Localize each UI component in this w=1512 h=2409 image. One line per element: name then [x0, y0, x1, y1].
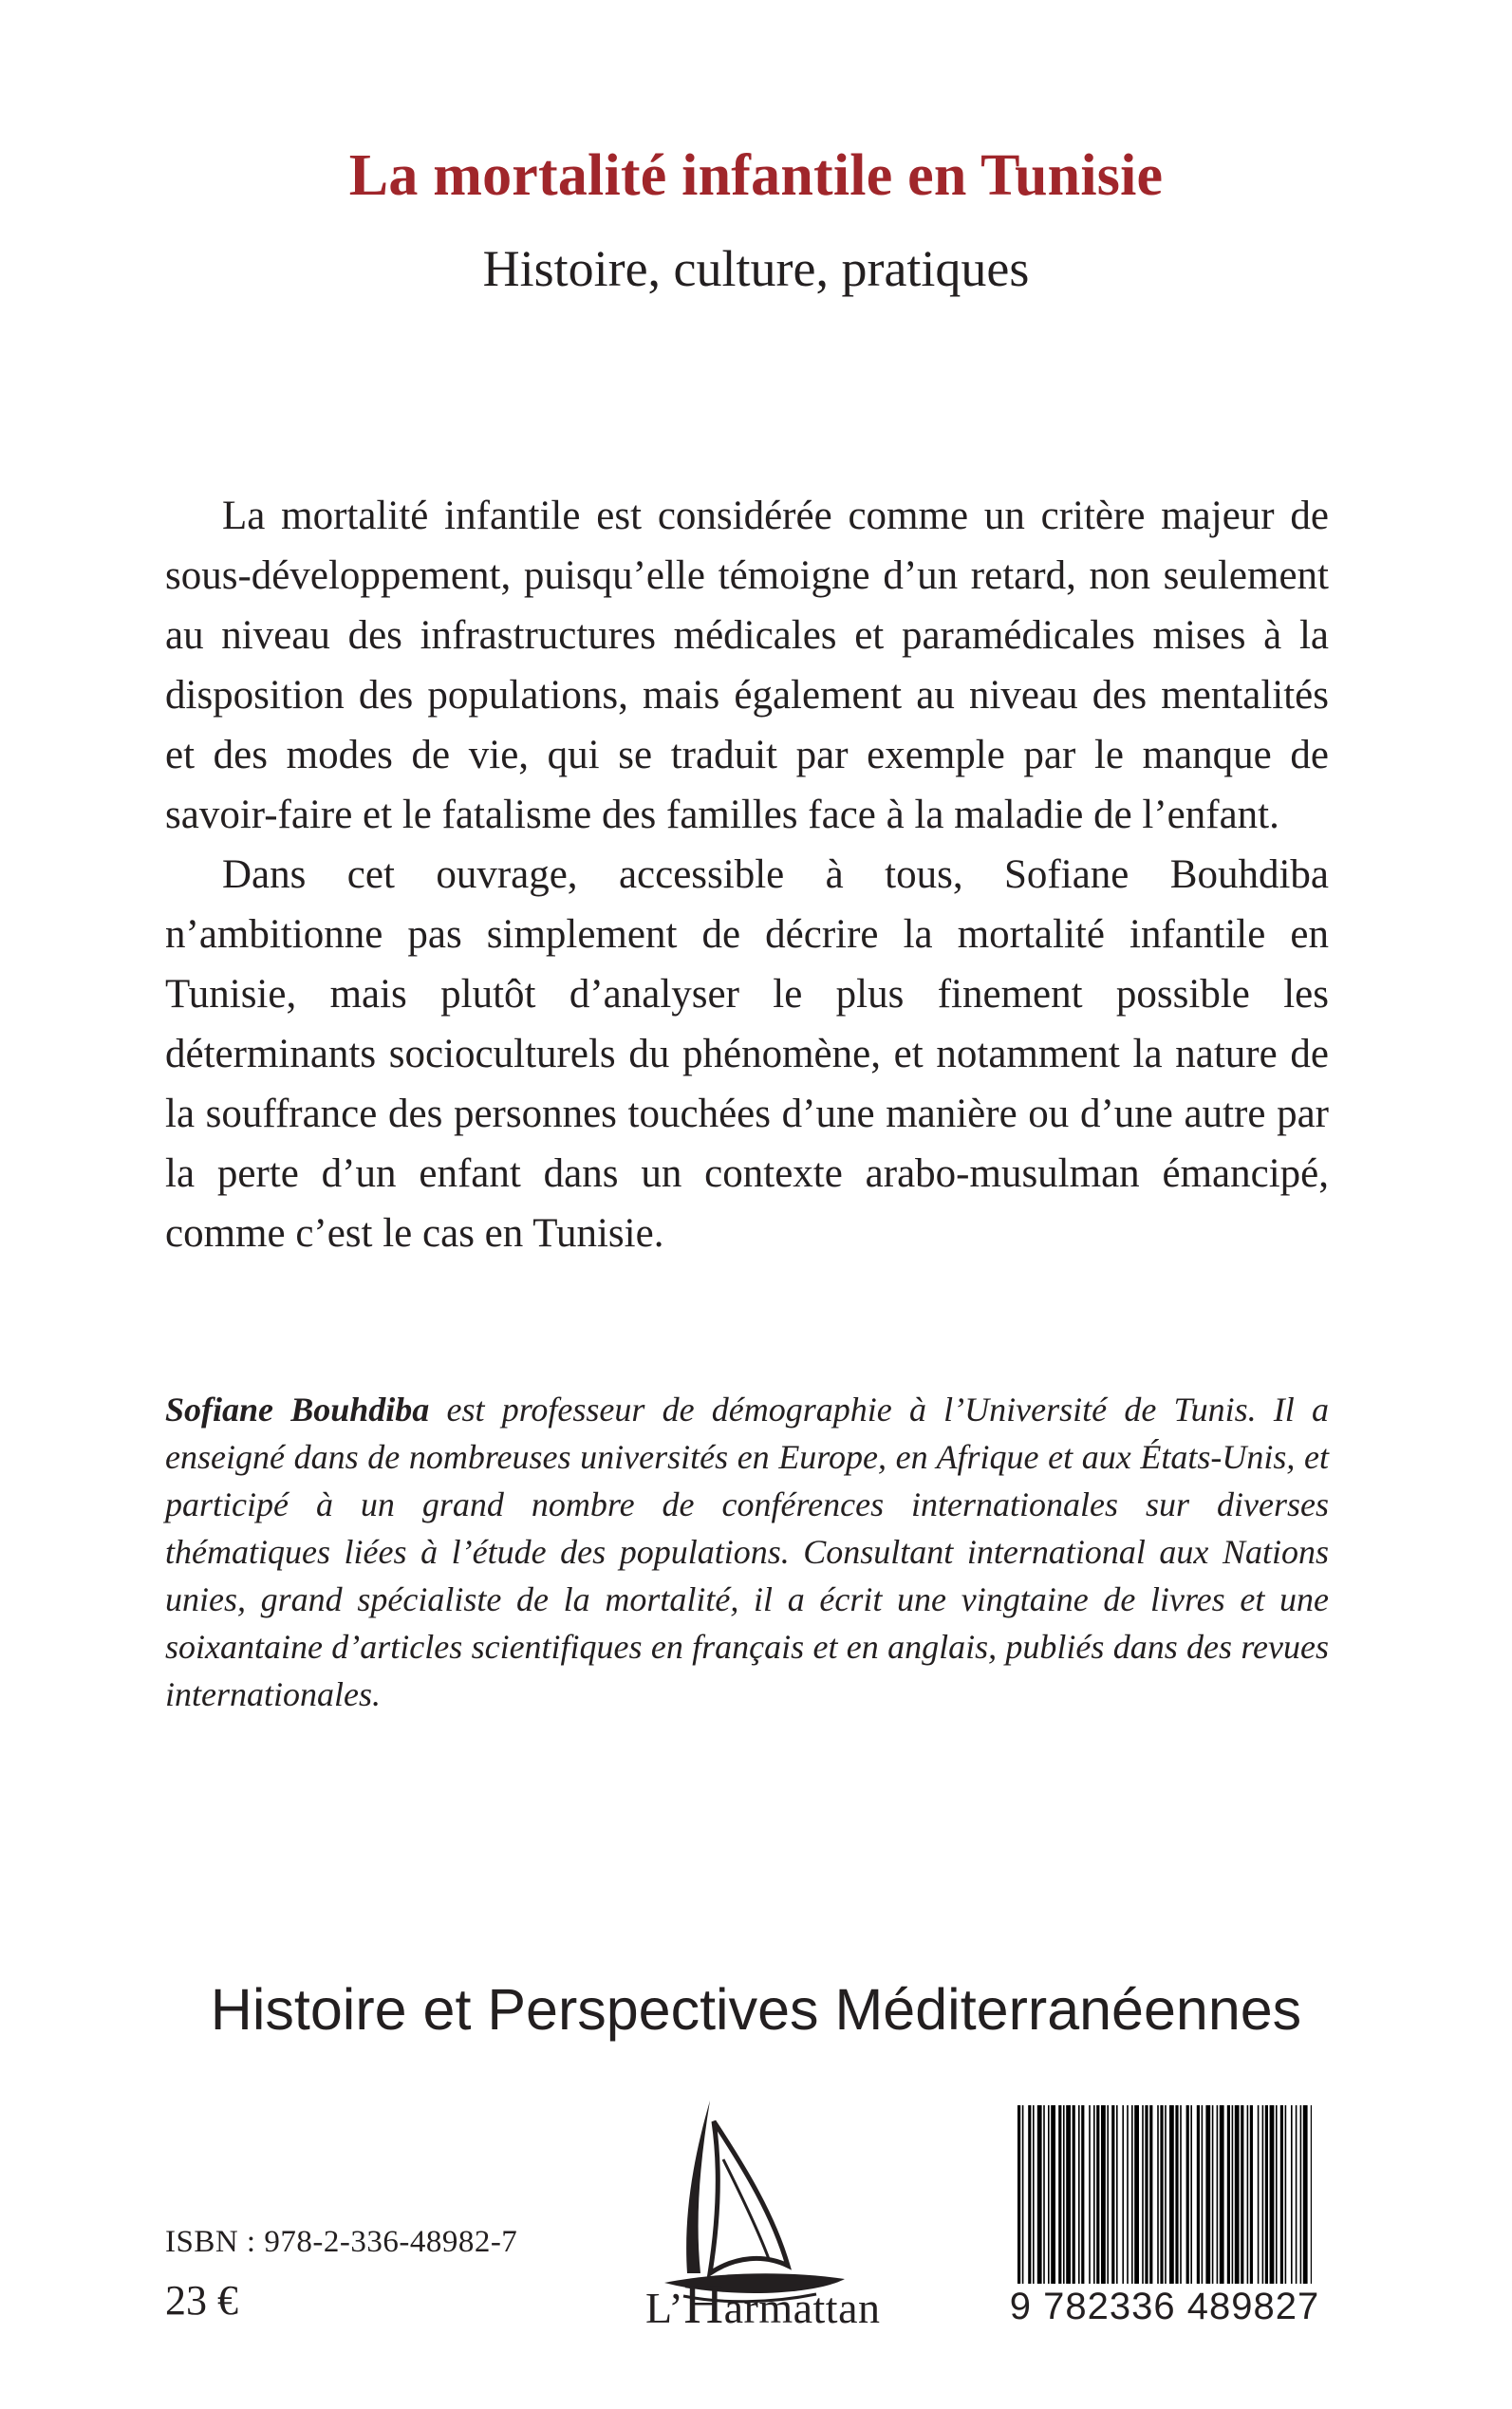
book-subtitle: Histoire, culture, pratiques — [482, 240, 1030, 297]
barcode-bar — [1111, 2105, 1114, 2284]
barcode-bar — [1033, 2105, 1035, 2284]
author-name: Sofiane Bouhdiba — [165, 1391, 430, 1429]
barcode-bar — [1285, 2105, 1287, 2284]
barcode-bar — [1241, 2105, 1243, 2284]
barcode-bar — [1101, 2105, 1106, 2284]
barcode-bar — [1028, 2105, 1031, 2284]
barcode-bar — [1043, 2105, 1045, 2284]
barcode-bar — [1093, 2105, 1095, 2284]
barcode-bar — [1217, 2105, 1219, 2284]
barcode-bar — [1205, 2105, 1210, 2284]
barcode-bar — [1157, 2105, 1159, 2284]
barcode-bar — [1022, 2105, 1024, 2284]
publisher-initial: H — [683, 2273, 724, 2335]
barcode-bar — [1197, 2105, 1200, 2284]
barcode-bar — [1169, 2105, 1174, 2284]
barcode-bar — [1089, 2105, 1091, 2284]
publisher-prefix: L’ — [645, 2284, 684, 2332]
barcode-bar — [1280, 2105, 1283, 2284]
barcode-bar — [1165, 2105, 1167, 2284]
author-bio-text: est professeur de démographie à l’Université de Tunis. Il a enseigné dans de nombreuses universités en Europe, en Afrique et aux États-Unis, et participé à un grand nombre de conférences internationales sur diverses thématiques liées à l’étude des populations. Consultant international aux Nations unies, grand spécialiste de la mortalité, il a écrit une vingtaine de livres et une soixantaine d’articles scientifiques en français et en anglais, publiés dans des revues internationales. — [165, 1391, 1330, 1713]
barcode-bar — [1122, 2105, 1124, 2284]
barcode-bar — [1160, 2105, 1163, 2284]
barcode-bar — [1250, 2105, 1253, 2284]
blurb — [165, 486, 1329, 1263]
barcode-digits: 9 782336 489827 — [1009, 2286, 1320, 2327]
barcode-bar — [1134, 2105, 1139, 2284]
blurb-paragraph: Dans cet ouvrage, accessible à tous, Sofiane Bouhdiba n’ambitionne pas simplement de décrire la mortalité infantile en Tunisie, mais plutôt d’analyser le plus finement possible les déterminants socioculturels du phénomène, et notamment la nature de la souffrance des personnes touchées d’une manière ou d’une autre par la perte d’un enfant dans un contexte arabo-musulman émancipé, comme c’est le cas en Tunisie. — [165, 852, 1329, 1256]
barcode-bar — [1265, 2105, 1268, 2284]
barcode-bar — [1202, 2105, 1204, 2284]
barcode-bar — [1175, 2105, 1178, 2284]
barcode-bar — [1186, 2105, 1189, 2284]
barcode-bar — [1142, 2105, 1144, 2284]
barcode-bar — [1311, 2105, 1312, 2284]
barcode-bar — [1212, 2105, 1214, 2284]
barcode-bar — [1232, 2105, 1234, 2284]
barcode-bar — [1063, 2105, 1065, 2284]
author-bio — [165, 1386, 1329, 1718]
barcode-bar — [1180, 2105, 1182, 2284]
barcode-bar — [1258, 2105, 1260, 2284]
barcode-bar — [1190, 2105, 1192, 2284]
barcode-bar — [1081, 2105, 1084, 2284]
barcode — [999, 2105, 1331, 2333]
barcode-bar — [1220, 2105, 1224, 2284]
barcode-bar — [1270, 2105, 1275, 2284]
barcode-bar — [1107, 2105, 1109, 2284]
isbn: ISBN : 978-2-336-48982-7 — [165, 2225, 518, 2259]
barcode-bar — [1276, 2105, 1278, 2284]
barcode-bar — [1066, 2105, 1071, 2284]
barcode-bar — [1145, 2105, 1148, 2284]
price: 23 € — [165, 2277, 238, 2324]
barcode-bars — [1017, 2105, 1312, 2284]
book-title: La mortalité infantile en Tunisie — [348, 143, 1164, 208]
barcode-bar — [1303, 2105, 1308, 2284]
barcode-bar — [1051, 2105, 1055, 2284]
barcode-bar — [1296, 2105, 1297, 2284]
barcode-bar — [1096, 2105, 1099, 2284]
barcode-bar — [1058, 2105, 1061, 2284]
barcode-bar — [1073, 2105, 1075, 2284]
publisher-name — [645, 2272, 881, 2336]
publisher-rest: armattan — [723, 2284, 881, 2332]
barcode-bar — [1131, 2105, 1133, 2284]
barcode-bar — [1235, 2105, 1240, 2284]
series-name: Histoire et Perspectives Méditerranéennes — [210, 1977, 1302, 2042]
barcode-bar — [1078, 2105, 1080, 2284]
barcode-bar — [1037, 2105, 1042, 2284]
barcode-bar — [1017, 2105, 1020, 2284]
barcode-bar — [1262, 2105, 1264, 2284]
barcode-bar — [1300, 2105, 1302, 2284]
barcode-bar — [1116, 2105, 1118, 2284]
barcode-bar — [1247, 2105, 1249, 2284]
barcode-bar — [1127, 2105, 1129, 2284]
barcode-bar — [1048, 2105, 1050, 2284]
barcode-bar — [1149, 2105, 1152, 2284]
barcode-bar — [1291, 2105, 1293, 2284]
barcode-bar — [1227, 2105, 1230, 2284]
blurb-paragraph: La mortalité infantile est considérée comme un critère majeur de sous-développement, puisqu’elle témoigne d’un retard, non seulement au niveau des infrastructures médicales et paramédicales mises à la disposition des populations, mais également au niveau des mentalités et des modes de vie, qui se traduit par exemple par le manque de savoir-faire et le fatalisme des familles face à la maladie de l’enfant. — [165, 494, 1329, 837]
